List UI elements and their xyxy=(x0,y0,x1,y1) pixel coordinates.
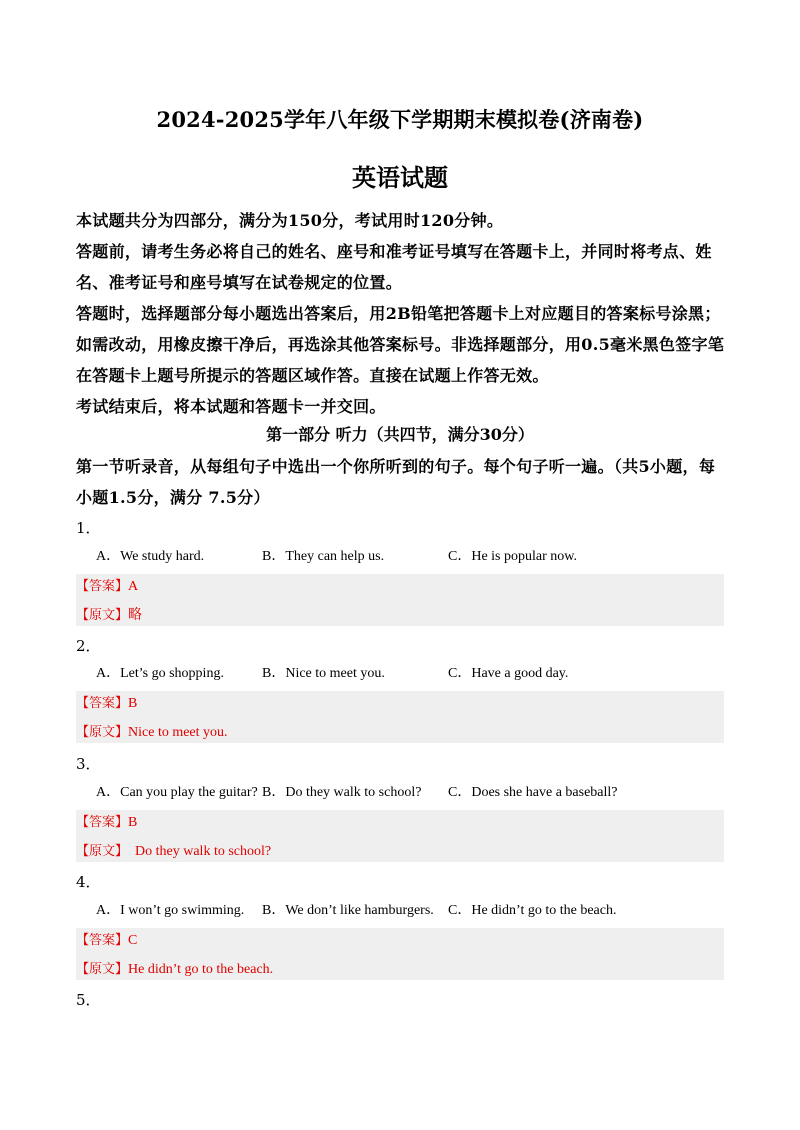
question-number: 1． xyxy=(76,519,101,537)
source-line xyxy=(76,842,271,862)
answer-value: C xyxy=(128,933,138,948)
answer-tag: 【答案】 xyxy=(76,579,129,594)
exam-subject: 英语试题 xyxy=(352,163,448,192)
source-value: Do they walk to school? xyxy=(128,844,272,859)
answer-line xyxy=(76,577,138,597)
option-b: B．Nice to meet you. xyxy=(262,666,385,681)
option-b: B．They can help us. xyxy=(262,549,385,564)
source-line xyxy=(76,606,142,626)
source-tag: 【原文】 xyxy=(76,608,129,623)
option-c: C．Does she have a baseball? xyxy=(448,785,618,800)
question-number: 4． xyxy=(76,873,101,891)
answer-box xyxy=(76,574,724,626)
question-number: 2． xyxy=(76,637,101,655)
option-a: A．Let’s go shopping. xyxy=(96,666,224,681)
source-line xyxy=(76,960,273,980)
answer-value: B xyxy=(128,815,138,830)
option-b: B．We don’t like hamburgers. xyxy=(262,903,434,918)
exam-title: 2024-2025学年八年级下学期期末模拟卷(济南卷) xyxy=(156,107,644,132)
section-intro: 第一节听录音，从每组句子中选出一个你所听到的句子。每个句子听一遍。（共5小题，每小题1.5分，满分 7.5分） xyxy=(76,457,716,507)
option-c: C．He is popular now. xyxy=(448,549,577,564)
answer-line xyxy=(76,931,137,951)
answer-value: A xyxy=(128,579,139,594)
answer-tag: 【答案】 xyxy=(76,933,129,948)
answer-line xyxy=(76,694,137,714)
option-a: A．I won’t go swimming. xyxy=(96,903,245,918)
source-value: He didn’t go to the beach. xyxy=(128,962,274,977)
answer-tag: 【答案】 xyxy=(76,815,129,830)
source-value: 略 xyxy=(128,608,143,623)
instruction-4: 考试结束后，将本试题和答题卡一并交回。 xyxy=(76,397,386,416)
answer-value: B xyxy=(128,696,138,711)
option-a: A．Can you play the guitar? xyxy=(96,785,258,800)
source-tag: 【原文】 xyxy=(76,725,129,740)
option-a: A．We study hard. xyxy=(96,549,205,564)
source-tag: 【原文】 xyxy=(76,962,129,977)
instruction-3: 答题时，选择题部分每小题选出答案后，用2B铅笔把答题卡上对应题目的答案标号涂黑；如需改动，用橡皮擦干净后，再选涂其他答案标号。非选择题部分，用0.5毫米黑色签字笔在答题卡上题号所提示的答题区域作答。直接在试题上作答无效。 xyxy=(76,304,725,385)
question-number: 3． xyxy=(76,755,101,773)
section-heading: 第一部分 听力（共四节，满分30分） xyxy=(266,425,534,444)
answer-line xyxy=(76,813,137,833)
source-tag: 【原文】 xyxy=(76,844,129,859)
instruction-1: 本试题共分为四部分，满分为150分，考试用时120分钟。 xyxy=(76,211,504,230)
option-c: C．He didn’t go to the beach. xyxy=(448,903,617,918)
answer-tag: 【答案】 xyxy=(76,696,129,711)
option-b: B．Do they walk to school? xyxy=(262,785,422,800)
question-number: 5． xyxy=(76,991,101,1009)
source-line xyxy=(76,723,228,743)
source-value: Nice to meet you. xyxy=(128,725,228,740)
option-c: C．Have a good day. xyxy=(448,666,569,681)
instruction-2: 答题前，请考生务必将自己的姓名、座号和准考证号填写在答题卡上，并同时将考点、姓名、准考证号和座号填写在试卷规定的位置。 xyxy=(76,242,712,292)
